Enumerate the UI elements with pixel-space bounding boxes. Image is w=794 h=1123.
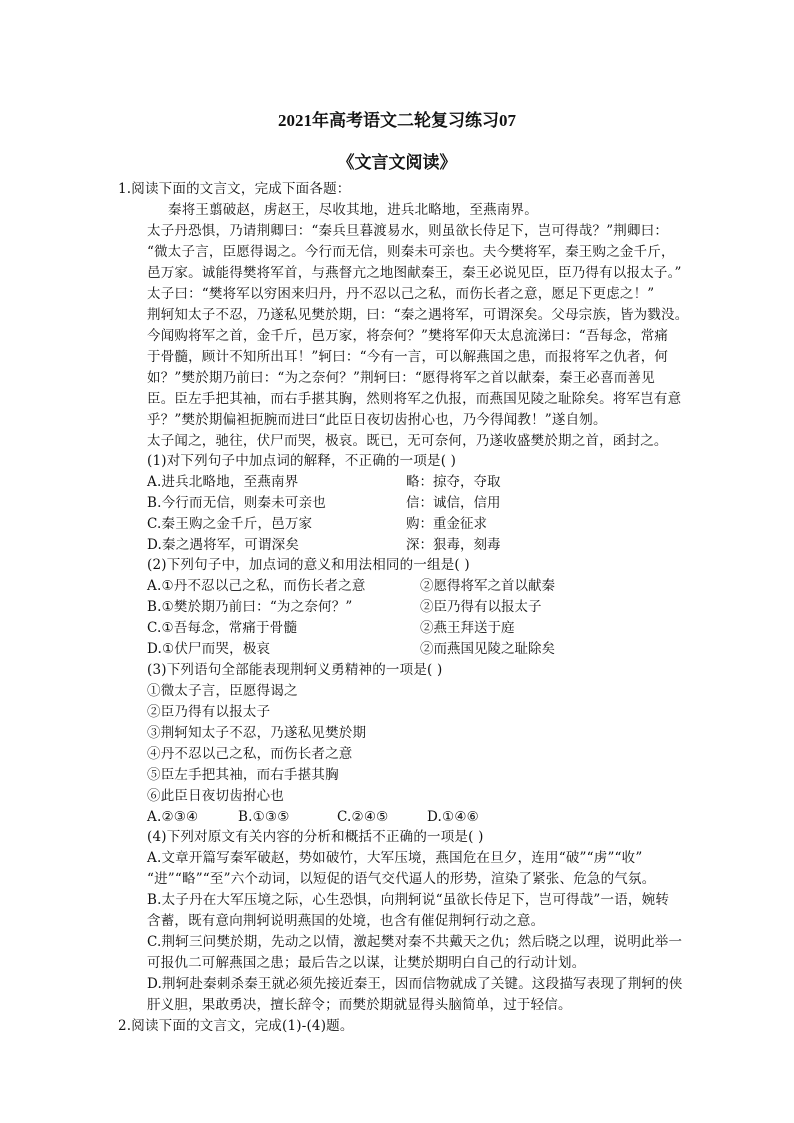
choice-b: B.①③⑤ bbox=[238, 809, 290, 825]
option-left: A.进兵北略地，至燕南界 bbox=[147, 474, 299, 490]
choice-d: D.①④⑥ bbox=[427, 809, 479, 825]
option-right: 略：掠夺，夺取 bbox=[406, 474, 501, 490]
analysis-line: 肝义胆，果敢勇决，擅长辞令；而樊於期就显得头脑简单，过于轻信。 bbox=[147, 997, 572, 1013]
option-left: B.今行而无信，则秦未可亲也 bbox=[147, 495, 327, 511]
sub-question-2-stem: (2)下列句子中，加点词的意义和用法相同的一组是( ) bbox=[147, 557, 470, 573]
passage-line: 太子曰：“樊将军以穷困来归丹，丹不忍以己之私，而伤长者之意，愿足下更虑之！” bbox=[147, 286, 655, 302]
passage-line: 秦将王翦破赵，虏赵王，尽收其地，进兵北略地，至燕南界。 bbox=[168, 202, 538, 218]
option-left: D.①伏尸而哭，极哀 bbox=[147, 641, 271, 657]
sub-question-4-stem: (4)下列对原文有关内容的分析和概括不正确的一项是( ) bbox=[147, 829, 484, 845]
analysis-line: C.荆轲三问樊於期，先动之以情，激起樊对秦不共戴天之仇；然后晓之以理，说明此举一 bbox=[147, 934, 683, 950]
passage-line: 臣。臣左手把其袖，而右手揕其胸，然则将军之仇报，而燕国见陵之耻除矣。将军岂有意 bbox=[147, 391, 682, 407]
option-right: ②而燕国见陵之耻除矣 bbox=[420, 641, 555, 657]
option-left: D.秦之遇将军，可谓深矣 bbox=[147, 537, 300, 553]
option-left: A.①丹不忍以己之私，而伤长者之意 bbox=[147, 578, 366, 594]
analysis-line: “进”“略”“至”六个动词，以短促的语气交代逼人的形势，渲染了紧张、危急的气氛。 bbox=[147, 871, 656, 887]
list-item: ⑤臣左手把其袖，而右手揕其胸 bbox=[147, 767, 339, 783]
passage-line: 太子闻之，驰往，伏尸而哭，极哀。既已，无可奈何，乃遂收盛樊於期之首，函封之。 bbox=[147, 433, 668, 449]
passage-line: 乎？”樊於期偏袒扼腕而进曰“此臣日夜切齿拊心也，乃今得闻教！”遂自刎。 bbox=[147, 412, 607, 428]
question-1-intro: 1.阅读下面的文言文，完成下面各题： bbox=[118, 181, 351, 197]
passage-line: 太子丹恐惧，乃请荆卿曰：“秦兵旦暮渡易水，则虽欲长侍足下，岂可得哉？”荆卿曰： bbox=[147, 223, 669, 239]
sub-question-3-stem: (3)下列语句全部能表现荆轲义勇精神的一项是( ) bbox=[147, 662, 443, 678]
option-right: 购：重金征求 bbox=[406, 516, 487, 532]
option-right: ②燕王拜送于庭 bbox=[420, 620, 515, 636]
question-2-intro: 2.阅读下面的文言文，完成(1)-(4)题。 bbox=[118, 1018, 354, 1034]
choice-a: A.②③④ bbox=[147, 809, 199, 825]
analysis-line: 可报仇二可解燕国之患；最后告之以谋，让樊於期明白自己的行动计划。 bbox=[147, 955, 586, 971]
list-item: ③荆轲知太子不忍，乃遂私见樊於期 bbox=[147, 725, 367, 741]
option-left: C.①吾每念，常痛于骨髓 bbox=[147, 620, 298, 636]
option-left: B.①樊於期乃前曰：“为之奈何？” bbox=[147, 599, 353, 615]
analysis-line: 含蓄，既有意向荆轲说明燕国的处境，也含有催促荆轲行动之意。 bbox=[147, 913, 545, 929]
analysis-line: D.荆轲赴秦刺杀秦王就必须先接近秦王，因而信物就成了关键。这段描写表现了荆轲的侠 bbox=[147, 976, 683, 992]
passage-line: 荆轲知太子不忍，乃遂私见樊於期，曰：“秦之遇将军，可谓深矣。父母宗族，皆为戮没。 bbox=[147, 307, 689, 323]
list-item: ⑥此臣日夜切齿拊心也 bbox=[147, 788, 284, 804]
choice-c: C.②④⑤ bbox=[337, 809, 389, 825]
list-item: ②臣乃得有以报太子 bbox=[147, 704, 271, 720]
option-right: 信：诚信，信用 bbox=[406, 495, 501, 511]
list-item: ①微太子言，臣愿得谒之 bbox=[147, 683, 298, 699]
passage-line: 今闻购将军之首，金千斤，邑万家，将奈何？”樊将军仰天太息流涕曰：“吾每念，常痛 bbox=[147, 328, 669, 344]
option-right: 深：狠毒，刻毒 bbox=[406, 537, 501, 553]
option-right: ②愿得将军之首以献秦 bbox=[420, 578, 555, 594]
page-title: 2021年高考语文二轮复习练习07 bbox=[278, 111, 516, 130]
option-left: C.秦王购之金千斤，邑万家 bbox=[147, 516, 313, 532]
passage-line: 于骨髓，顾计不知所出耳！”轲曰：“今有一言，可以解燕国之患，而报将军之仇者，何 bbox=[147, 349, 669, 365]
analysis-line: B.太子丹在大军压境之际，心生恐惧，向荆轲说“虽欲长侍足下，岂可得哉”一语，婉转 bbox=[147, 892, 670, 908]
passage-line: “微太子言，臣愿得谒之。今行而无信，则秦未可亲也。夫今樊将军，秦王购之金千斤， bbox=[147, 244, 675, 260]
sub-question-1-stem: (1)对下列句子中加点词的解释，不正确的一项是( ) bbox=[147, 453, 457, 469]
page-subtitle: 《文言文阅读》 bbox=[337, 153, 457, 173]
option-right: ②臣乃得有以报太子 bbox=[420, 599, 542, 615]
list-item: ④丹不忍以己之私，而伤长者之意 bbox=[147, 746, 353, 762]
passage-line: 邑万家。诚能得樊将军首，与燕督亢之地图献秦王，秦王必说见臣，臣乃得有以报太子。” bbox=[147, 265, 682, 281]
analysis-line: A.文章开篇写秦军破赵，势如破竹，大军压境，燕国危在旦夕，连用“破”“虏”“收” bbox=[147, 850, 643, 866]
passage-line: 如？”樊於期乃前曰：“为之奈何？”荆轲曰：“愿得将军之首以献秦，秦王必喜而善见 bbox=[147, 370, 655, 386]
